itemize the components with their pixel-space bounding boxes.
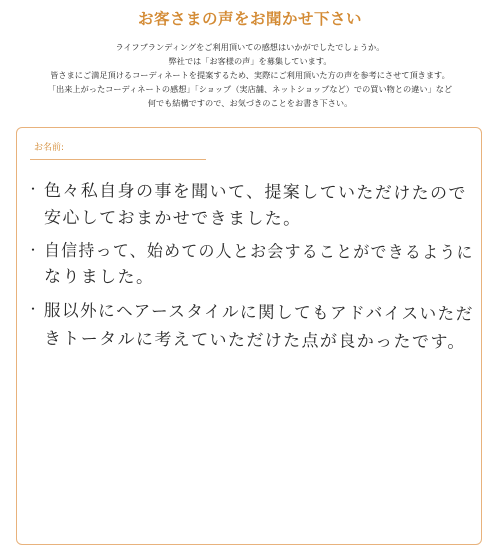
name-label: お名前: [34,143,65,153]
bullet-marker: ・ [27,243,40,257]
handwritten-line: きトータルに考えていただけた点が良かったです。 [43,329,466,353]
page-title: お客さまの声をお聞かせ下さい [137,9,362,28]
bullet-marker: ・ [27,182,40,196]
handwritten-line: なりました。 [43,267,155,288]
intro-line: ライフブランディングをご利用頂いての感想はいかがでしたでしょうか。 [115,42,385,52]
intro-text [0,40,500,110]
intro-line: 「出来上がったコーディネートの感想」「ショップ（実店舗、ネットショップなど）での買い物との違い」など [47,84,453,94]
name-underline [30,159,206,160]
handwritten-line: 色々私自身の事を聞いて、提案していただけたので [43,181,467,204]
bullet-marker: ・ [27,302,40,316]
intro-line: 皆さまにご満足頂けるコーディネートを提案するため、実際にご利用頂いた方の声を参考にさせて頂きます。 [50,70,450,80]
intro-line: 弊社では「お客様の声」を募集しています。 [168,56,332,66]
handwritten-line: 安心しておまかせできました。 [43,208,302,230]
handwritten-line: 服以外にヘアースタイルに関してもアドバイスいただ [43,301,474,325]
handwritten-line: 自信持って、始めての人とお会することができるように [43,241,474,264]
intro-line: 何でも結構ですので、お気づきのことをお書き下さい。 [147,98,353,108]
